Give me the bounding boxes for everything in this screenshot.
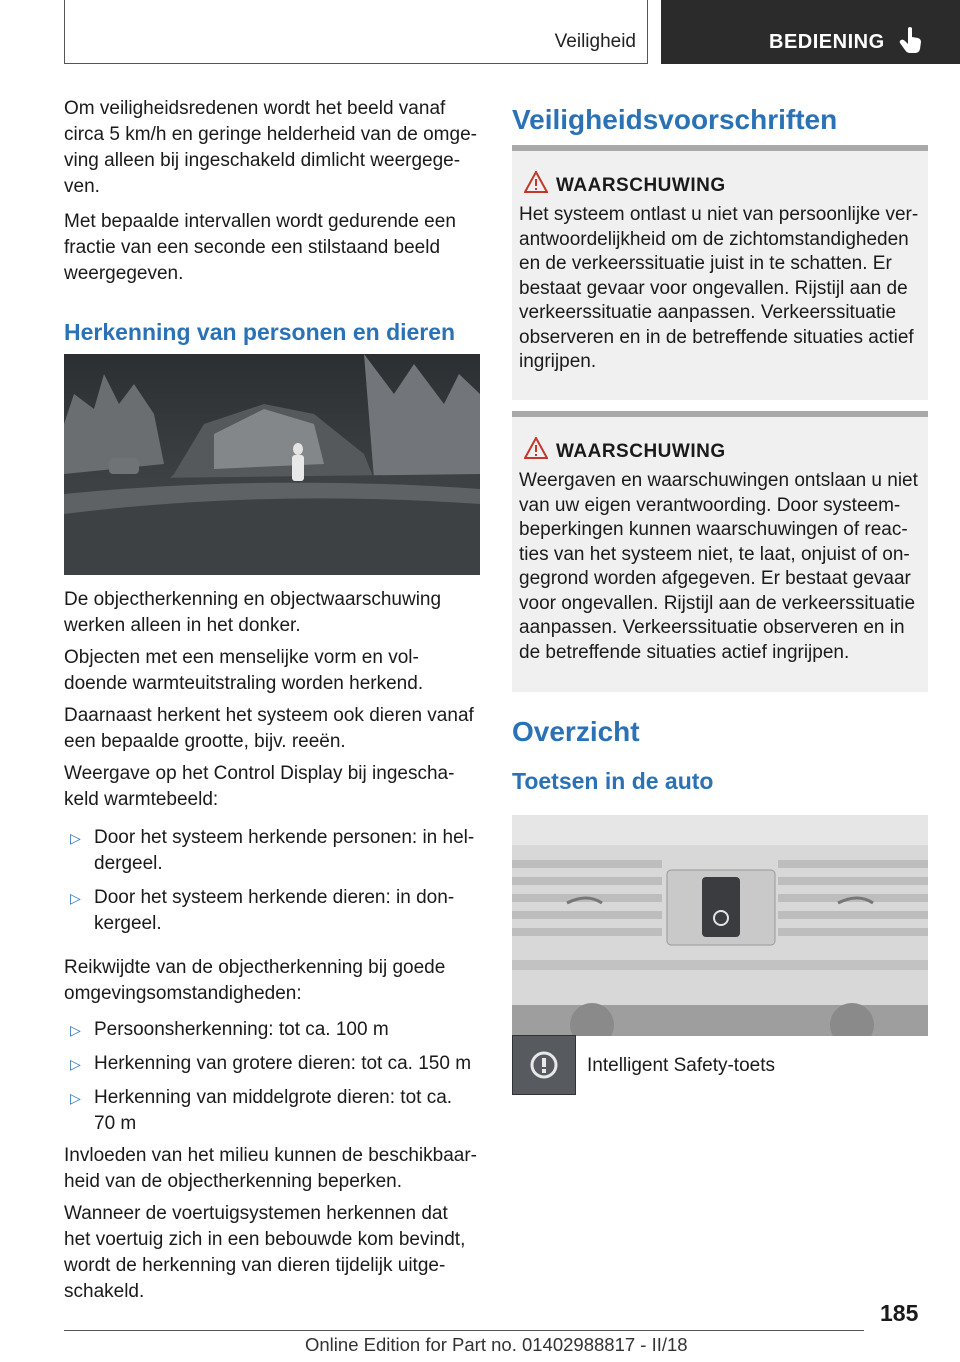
list-item-text: Door het systeem herkende personen: in hel-dergeel.	[94, 827, 475, 874]
paragraph: De objectherkenning en objectwaarschuwing werken alleen in het donker.	[64, 589, 442, 636]
triangle-bullet-icon: ▷	[70, 830, 81, 846]
list-item	[64, 1017, 478, 1043]
footer-edition: Online Edition for Part no. 01402988817 - II/18	[305, 1334, 688, 1355]
list-item-text: Persoonsherkenning: tot ca. 100 m	[94, 1019, 389, 1040]
warning-triangle-icon	[524, 171, 548, 193]
warning-box	[512, 411, 928, 692]
triangle-bullet-icon: ▷	[70, 1090, 81, 1106]
warning-box	[512, 145, 928, 400]
triangle-bullet-icon: ▷	[70, 1056, 81, 1072]
right-column-title	[512, 104, 928, 136]
warning-heading: WAARSCHUWING	[556, 441, 726, 462]
paragraph: Objecten met een menselijke vorm en vol-doende warmteuitstraling worden herkend.	[64, 647, 424, 694]
list	[64, 825, 478, 937]
section-heading: Herkenning van personen en dieren	[64, 319, 456, 345]
left-column-lower	[64, 587, 478, 1305]
paragraph: Met bepaalde intervallen wordt gedurende een fractie van een seconde een stilstaand beeld weergegeven.	[64, 211, 456, 284]
triangle-bullet-icon: ▷	[70, 1022, 81, 1038]
dashboard-buttons-image	[512, 815, 928, 1036]
list-item	[64, 825, 478, 877]
paragraph: Reikwijdte van de objectherkenning bij goede omgevingsomstandigheden:	[64, 957, 446, 1004]
intelligent-safety-button-icon	[512, 1035, 576, 1095]
paragraph: Weergave op het Control Display bij ingescha-keld warmtebeeld:	[64, 763, 455, 810]
page-number: 185	[880, 1300, 919, 1326]
paragraph: Om veiligheidsredenen wordt het beeld vanaf circa 5 km/h en geringe helderheid van de omge-ving alleen bij ingeschakeld dimlicht weergege-ven.	[64, 98, 477, 197]
list-item-text: Herkenning van grotere dieren: tot ca. 150 m	[94, 1053, 472, 1074]
list-item-text: Herkenning van middelgrote dieren: tot ca. 70 m	[94, 1087, 453, 1134]
subsection-heading: Toetsen in de auto	[512, 768, 714, 794]
paragraph: Wanneer de voertuigsystemen herkennen dat het voertuig zich in een bebouwde kom bevindt, wordt de herkenning van dieren tijdelijk uitge-schakeld.	[64, 1203, 466, 1302]
hand-pointer-icon	[899, 26, 923, 54]
warning-triangle-icon	[524, 437, 548, 459]
paragraph: Daarnaast herkent het systeem ook dieren vanaf een bepaalde grootte, bijv. reeën.	[64, 705, 474, 752]
header-chapter-tab	[661, 0, 960, 64]
list-item-text: Door het systeem herkende dieren: in don-kergeel.	[94, 887, 455, 934]
page-title: Veiligheidsvoorschriften	[512, 104, 838, 135]
list-item	[64, 1085, 478, 1137]
left-column	[64, 96, 478, 346]
overview-section	[512, 716, 928, 795]
thermal-image	[64, 354, 480, 575]
list-item	[64, 1051, 478, 1077]
footer-rule	[64, 1330, 864, 1331]
button-caption: Intelligent Safety-toets	[587, 1055, 775, 1076]
list	[64, 1017, 478, 1137]
list-item	[64, 885, 478, 937]
triangle-bullet-icon: ▷	[70, 890, 81, 906]
warning-text: Weergaven en waarschuwingen ontslaan u niet van uw eigen verantwoording. Door systeem-beperkingen kunnen waarschuwingen of reac-ties van het systeem niet, te laat, onjuist of on-gegrond worden afgegeven. Er bestaat gevaar voor ongevallen. Rijstijl aan de verkeerssituatie aanpassen. Verkeerssituatie observeren en in de betreffende situaties actief ingrijpen.	[519, 470, 918, 663]
warning-heading: WAARSCHUWING	[556, 175, 726, 196]
header-section-title: Veiligheid	[554, 31, 636, 52]
section-heading: Overzicht	[512, 716, 640, 747]
chapter-label: BEDIENING	[769, 31, 885, 53]
paragraph: Invloeden van het milieu kunnen de beschikbaar-heid van de objectherkenning beperken.	[64, 1145, 477, 1192]
warning-text: Het systeem ontlast u niet van persoonlijke ver-antwoordelijkheid om de zichtomstandigheden en de verkeerssituatie juist in te schatten. Er bestaat gevaar voor ongevallen. Rijstijl aan de verkeerssituatie aanpassen. Verkeerssituatie observeren en in de betreffende situaties actief ingrijpen.	[519, 204, 919, 372]
